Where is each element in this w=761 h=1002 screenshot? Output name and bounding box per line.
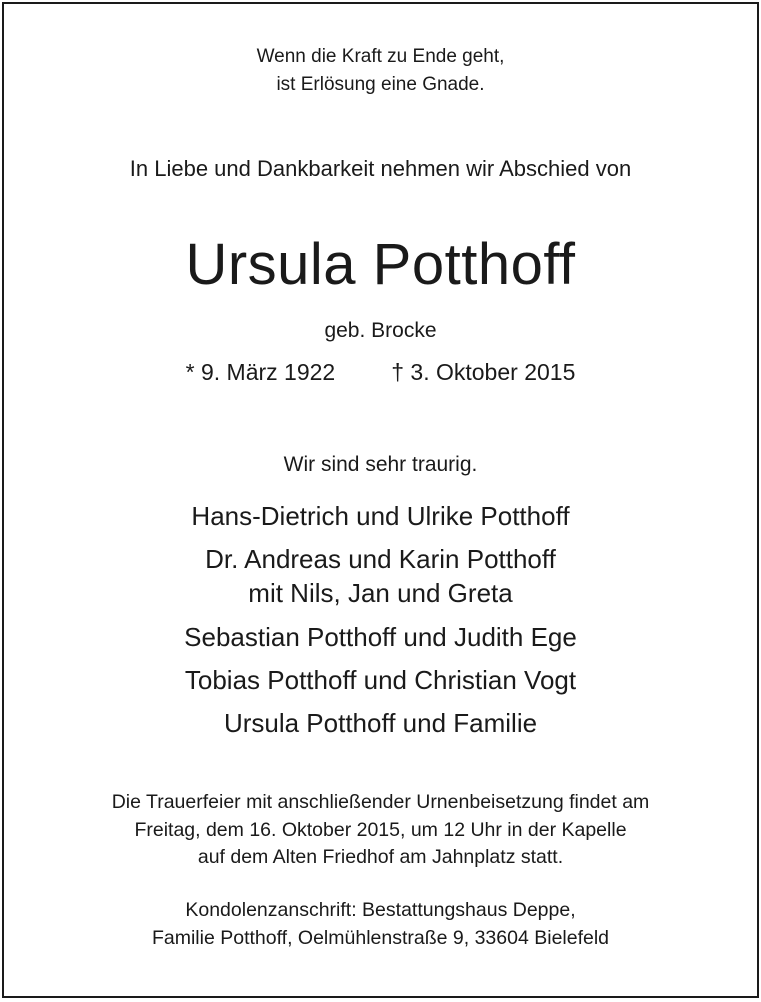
- condolence-line-2: Familie Potthoff, Oelmühlenstraße 9, 33604 Bielefeld: [151, 927, 610, 949]
- service-line-1: Die Trauerfeier mit anschließender Urnenbeisetzung findet am: [111, 791, 650, 813]
- death-date: † 3. Oktober 2015: [391, 359, 576, 385]
- mourner-line: Tobias Potthoff und Christian Vogt: [184, 665, 577, 695]
- deceased-name: Ursula Potthoff: [185, 232, 576, 297]
- motto-line-1: Wenn die Kraft zu Ende geht,: [256, 46, 505, 67]
- mourner-line: mit Nils, Jan und Greta: [248, 578, 513, 608]
- sad-line: Wir sind sehr traurig.: [283, 453, 478, 476]
- service-line-2: Freitag, dem 16. Oktober 2015, um 12 Uhr in der Kapelle: [134, 819, 627, 841]
- condolence-line-1: Kondolenzanschrift: Bestattungshaus Deppe,: [185, 899, 576, 921]
- mourner-line: Sebastian Potthoff und Judith Ege: [184, 622, 577, 652]
- motto-line-2: ist Erlösung eine Gnade.: [276, 74, 485, 95]
- mourner-line: Dr. Andreas und Karin Potthoff: [205, 544, 556, 574]
- mourner-line: Ursula Potthoff und Familie: [223, 708, 538, 738]
- life-dates: [4, 361, 757, 384]
- mourner-line: Hans-Dietrich und Ulrike Potthoff: [191, 501, 570, 531]
- intro-text: In Liebe und Dankbarkeit nehmen wir Abschied von: [129, 156, 632, 181]
- obituary-notice: [2, 2, 759, 998]
- service-line-3: auf dem Alten Friedhof am Jahnplatz statt.: [197, 846, 564, 868]
- maiden-name: geb. Brocke: [324, 319, 437, 342]
- birth-date: * 9. März 1922: [185, 359, 336, 385]
